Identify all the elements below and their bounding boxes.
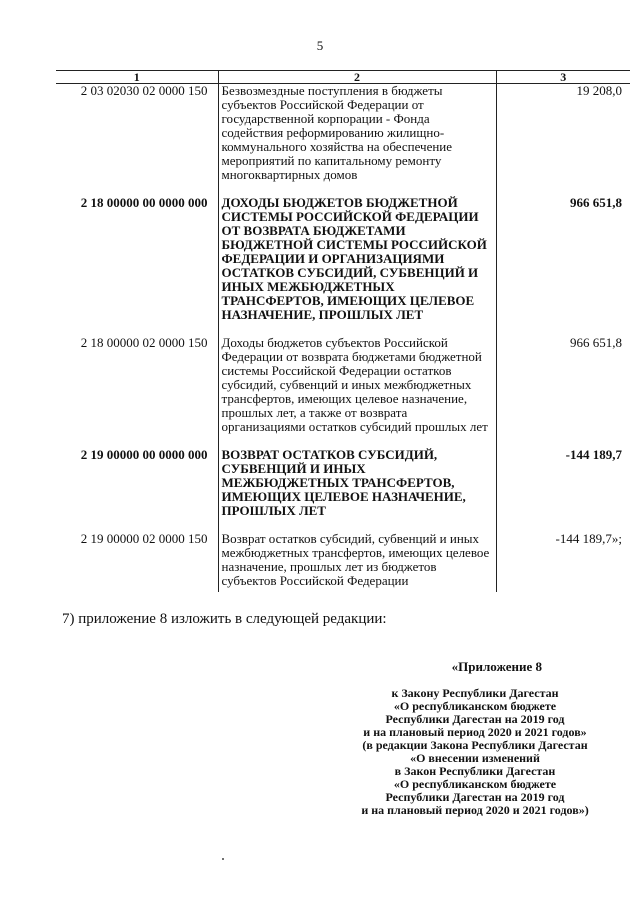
row-amount: 19 208,0: [576, 83, 622, 98]
row-code: 2 19 00000 00 0000 000: [56, 448, 218, 532]
row-amount: 966 651,8: [570, 195, 622, 210]
column-header-name: 2: [218, 71, 496, 84]
row-code: 2 19 00000 02 0000 150: [56, 532, 218, 592]
appendix-line: и на плановый период 2020 и 2021 годов»: [363, 725, 587, 739]
row-name: Доходы бюджетов субъектов Российской Федерации от возврата бюджетами бюджетной системы Российской Федерации остатков субсидий, субвенций и иных межбюджетных трансфертов, имеющих целевое назначение, прошлых лет, а также от возврата организациями остатков субсидий прошлых лет: [218, 336, 496, 448]
table-row: [56, 84, 630, 197]
row-amount: -144 189,7: [565, 447, 622, 462]
table-row: [56, 336, 630, 448]
budget-revenue-table: [56, 70, 630, 592]
table-row: [56, 448, 630, 532]
appendix-line: «О внесении изменений: [410, 751, 540, 765]
row-amount: -144 189,7»;: [555, 531, 622, 546]
table-header-row: [56, 71, 630, 84]
row-code: 2 03 02030 02 0000 150: [56, 84, 218, 197]
appendix-line: и на плановый период 2020 и 2021 годов»): [361, 803, 589, 817]
row-name: Безвозмездные поступления в бюджеты субъектов Российской Федерации от государственной корпорации - Фонда содействия реформированию жилищно-коммунального хозяйства на обеспечение мероприятий по капитальному ремонту многоквартирных домов: [218, 84, 496, 197]
appendix-title: «Приложение 8: [451, 659, 542, 674]
appendix-line: к Закону Республики Дагестан: [391, 686, 559, 700]
appendix-line: Республики Дагестан на 2019 год: [385, 790, 565, 804]
appendix-line: «О республиканском бюджете: [393, 777, 557, 791]
appendix-line: «О республиканском бюджете: [393, 699, 557, 713]
row-code: 2 18 00000 02 0000 150: [56, 336, 218, 448]
page-number: 5: [316, 38, 324, 53]
table-row: [56, 196, 630, 336]
amendment-instruction: 7) приложение 8 изложить в следующей редакции:: [62, 611, 387, 627]
row-name: ВОЗВРАТ ОСТАТКОВ СУБСИДИЙ, СУБВЕНЦИЙ И ИНЫХ МЕЖБЮДЖЕТНЫХ ТРАНСФЕРТОВ, ИМЕЮЩИХ ЦЕЛЕВОЕ НАЗНАЧЕНИЕ, ПРОШЛЫХ ЛЕТ: [218, 448, 496, 532]
row-name: ДОХОДЫ БЮДЖЕТОВ БЮДЖЕТНОЙ СИСТЕМЫ РОССИЙСКОЙ ФЕДЕРАЦИИ ОТ ВОЗВРАТА БЮДЖЕТАМИ БЮДЖЕТНОЙ СИСТЕМЫ РОССИЙСКОЙ ФЕДЕРАЦИИ И ОРГАНИЗАЦИЯМИ ОСТАТКОВ СУБСИДИЙ, СУБВЕНЦИЙ И ИНЫХ МЕЖБЮДЖЕТНЫХ ТРАНСФЕРТОВ, ИМЕЮЩИХ ЦЕЛЕВОЕ НАЗНАЧЕНИЕ, ПРОШЛЫХ ЛЕТ: [218, 196, 496, 336]
column-header-amount: 3: [496, 71, 630, 84]
column-header-code: 1: [56, 71, 218, 84]
row-name: Возврат остатков субсидий, субвенций и иных межбюджетных трансфертов, имеющих целевое назначение, прошлых лет из бюджетов субъектов Российской Федерации: [218, 532, 496, 592]
row-amount: 966 651,8: [570, 335, 622, 350]
table-row: [56, 532, 630, 592]
appendix-line: в Закон Республики Дагестан: [394, 764, 556, 778]
appendix-heading-block: [330, 660, 620, 817]
appendix-line: Республики Дагестан на 2019 год: [385, 712, 565, 726]
scan-speck: [222, 858, 224, 860]
appendix-line: (в редакции Закона Республики Дагестан: [362, 738, 588, 752]
row-code: 2 18 00000 00 0000 000: [56, 196, 218, 336]
